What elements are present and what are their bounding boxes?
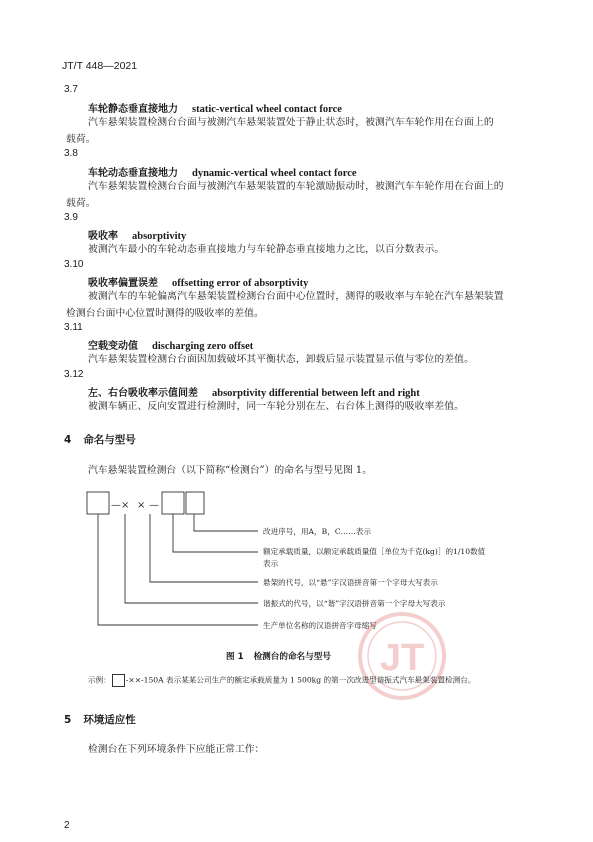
diagram-label: 谐振式的代号，以“谐”字汉语拼音第一个字母大写表示: [263, 599, 446, 608]
leader-line: [194, 514, 258, 531]
section-number: 5: [64, 714, 72, 726]
box-rated-load: [162, 492, 184, 514]
separator-dash: —: [111, 500, 121, 511]
diagram-label: 改进序号，用A，B，C……表示: [263, 527, 371, 536]
leader-line: [150, 514, 258, 582]
box-revision: [186, 492, 204, 514]
definition-line: 汽车悬架装置检测台台面与被测汽车悬架装置的车轮激励振动时，被测汽车车轮作用在台面上的: [88, 181, 504, 192]
standard-number: JT/T 448—2021: [62, 60, 138, 72]
term-zh: 空载变动值: [88, 341, 138, 352]
term-en: discharging zero offset: [152, 341, 254, 352]
clause-number: 3.11: [64, 322, 83, 333]
example-prefix: 示例：: [88, 675, 111, 685]
definition-line: 被测汽车最小的车轮动态垂直接地力与车轮静态垂直接地力之比，以百分数表示。: [88, 244, 445, 255]
definition-line: 被测车辆正、反向安置进行检测时，同一车轮分别在左、右台体上测得的吸收率差值。: [88, 401, 465, 412]
term-zh: 吸收率偏置误差: [88, 278, 158, 289]
term-en: static-vertical wheel contact force: [192, 104, 342, 115]
leader-line: [173, 514, 258, 552]
term-zh: 车轮静态垂直接地力: [88, 104, 178, 115]
section-title: 环境适应性: [83, 714, 136, 726]
page-number: 2: [64, 820, 70, 831]
term-zh: 左、右台吸收率示值间差: [88, 388, 198, 399]
section-number: 4: [64, 434, 72, 446]
placeholder-x: ×: [137, 500, 146, 511]
jt-logo-stamp: [356, 610, 448, 702]
clause-number: 3.7: [64, 84, 78, 95]
box-manufacturer-code: [87, 492, 109, 514]
term-zh: 吸收率: [88, 231, 118, 242]
example-box: [112, 674, 125, 687]
section-intro: 汽车悬架装置检测台（以下简称“检测台”）的命名与型号见图 1。: [88, 465, 372, 476]
diagram-label: 额定承载质量，以额定承载质量值［单位为千克(kg)］的1/10数值: [263, 547, 486, 556]
diagram-label: 生产单位名称的汉语拼音字母缩写: [263, 621, 377, 630]
figure-number: 图 1: [226, 652, 244, 662]
definition-line: 载荷。: [66, 134, 96, 145]
clause-number: 3.10: [64, 259, 84, 270]
definition-line: 汽车悬架装置检测台台面因加载破坏其平衡状态，卸载后显示装置显示值与零位的差值。: [88, 354, 474, 365]
section-intro: 检测台在下列环境条件下应能正常工作：: [88, 744, 265, 755]
separator-dash: —: [149, 500, 159, 511]
term-en: absorptivity: [132, 231, 187, 242]
definition-line: 汽车悬架装置检测台台面与被测汽车悬架装置处于静止状态时，被测汽车车轮作用在台面上的: [88, 117, 494, 128]
term-zh: 车轮动态垂直接地力: [88, 168, 178, 179]
term-en: offsetting error of absorptivity: [172, 278, 309, 289]
section-title: 命名与型号: [83, 434, 136, 446]
figure-title: 检测台的命名与型号: [253, 652, 331, 662]
definition-line: 载荷。: [66, 198, 96, 209]
term-en: absorptivity differential between left and right: [212, 388, 420, 399]
figure-caption: [226, 650, 331, 662]
example-text: -××-150A 表示某某公司生产的额定承载质量为 1 500kg 的第一次改进型谐振式汽车悬架装置检测台。: [125, 675, 476, 685]
definition-line: 检测台台面中心位置时测得的吸收率的差值。: [66, 308, 264, 319]
diagram-label: 表示: [263, 559, 279, 568]
clause-number: 3.12: [64, 369, 84, 380]
placeholder-x: ×: [121, 500, 130, 511]
leader-line: [125, 514, 258, 603]
diagram-label: 悬架的代号，以“悬”字汉语拼音第一个字母大写表示: [263, 578, 438, 587]
term-en: dynamic-vertical wheel contact force: [192, 168, 357, 179]
definition-line: 被测汽车的车轮偏离汽车悬架装置检测台台面中心位置时，测得的吸收率与车轮在汽车悬架装置: [88, 291, 504, 302]
clause-number: 3.8: [64, 148, 78, 159]
clause-number: 3.9: [64, 212, 78, 223]
section-heading: [64, 712, 136, 727]
example-note: [88, 674, 475, 687]
stamp-text: JT: [379, 637, 425, 679]
